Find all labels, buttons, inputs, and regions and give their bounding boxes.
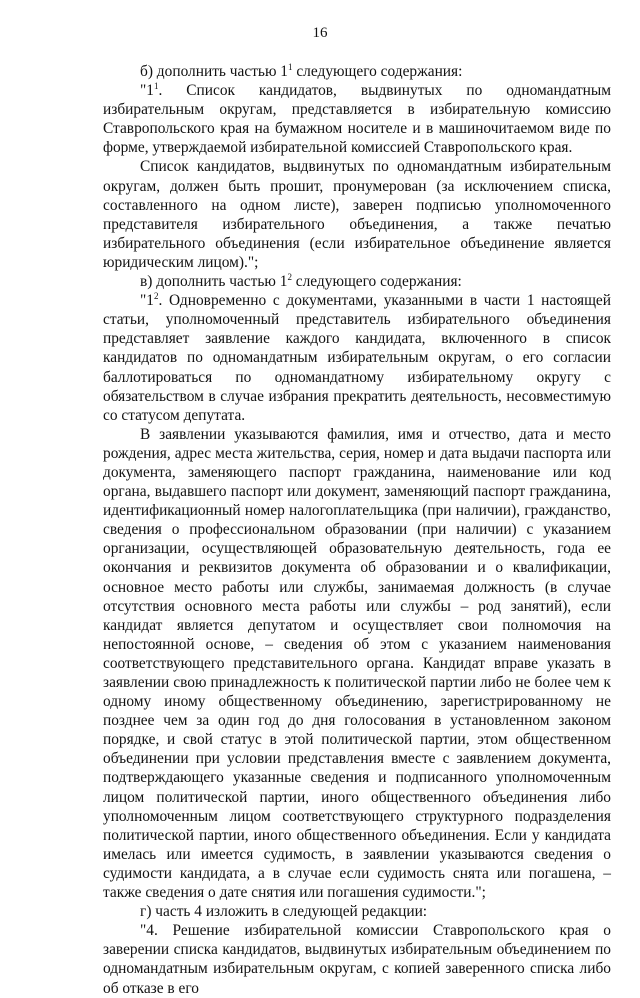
superscript: 1	[153, 81, 159, 92]
paragraph-text: "1	[140, 292, 154, 310]
paragraph-text: в) дополнить частью 1	[140, 273, 288, 291]
superscript: 2	[153, 291, 159, 302]
paragraph-text: . Одновременно с документами, указанными в части 1 настоящей статьи, уполномоченный представитель избирательного объединения представляет заявление каждого кандидата, включенного в список кандидатов по одномандатным избирательным округам, о его согласии баллотироваться по одномандатному избирательному округу с обязательством в случае избрания прекратить деятельность, несовместимую со статусом депутата.	[103, 292, 611, 424]
paragraph-text: "4. Решение избирательной комиссии Ставропольского края о заверении списка кандидатов, выдвинутых избирательным объединением по одномандатным избирательным округам, с копией заверенного списка либо об отказе в его	[103, 922, 611, 997]
paragraph-part-1-2	[103, 291, 611, 425]
paragraph-list-requirements	[103, 157, 611, 272]
superscript: 1	[288, 62, 293, 72]
paragraph-text: Список кандидатов, выдвинутых по одномандатным избирательным округам, должен быть прошит, пронумерован (за исключением списка, составленного на одном листе), заверен подписью уполномоченного представителя избирательного объединения, а также печатью избирательного объединения (если избирательное объединение является юридическим лицом).";	[103, 158, 611, 271]
paragraph-part-4	[103, 921, 611, 997]
paragraph-text: следующего содержания:	[291, 273, 462, 291]
paragraph-text: б) дополнить частью 1	[140, 63, 288, 80]
superscript: 2	[287, 272, 292, 283]
paragraph-text: г) часть 4 изложить в следующей редакции:	[140, 903, 428, 921]
paragraph-item-b	[103, 62, 611, 81]
document-body	[103, 62, 611, 998]
paragraph-application-contents	[103, 425, 611, 902]
paragraph-part-1-1	[103, 81, 611, 157]
paragraph-item-v	[103, 272, 611, 291]
paragraph-text: . Список кандидатов, выдвинутых по одномандатным избирательным округам, представляется в избирательную комиссию Ставропольского края на бумажном носителе и в машиночитаемом виде по форме, утверждаемой избирательной комиссией Ставропольского края.	[103, 82, 611, 157]
paragraph-text: следующего содержания:	[292, 63, 463, 80]
paragraph-text: В заявлении указываются фамилия, имя и отчество, дата и место рождения, адрес места жительства, серия, номер и дата выдачи паспорта или документа, заменяющего паспорт гражданина, наименование или код органа, выдавшего паспорт или документ, заменяющий паспорт гражданина, идентификационный номер налогоплательщика (при наличии), гражданство, сведения о профессиональном образовании (при наличии) с указанием организации, осуществляющей образовательную деятельность, года ее окончания и реквизитов документа об образовании и о квалификации, основное место работы или службы, занимаемая должность (в случае отсутствия основного места работы или службы – род занятий), если кандидат является депутатом и осуществляет свои полномочия на непостоянной основе, – сведения об этом с указанием наименования соответствующего представительного органа. Кандидат вправе указать в заявлении свою принадлежность к политической партии либо не более чем к одному иному общественному объединению, зарегистрированному не позднее чем за один год до дня голосования в установленном законом порядке, и свой статус в этой политической партии, этом общественном объединении при условии представления вместе с заявлением документа, подтверждающего указанные сведения и подписанного уполномоченным лицом политической партии, иного общественного объединения либо уполномоченным лицом соответствующего структурного подразделения политической партии, иного общественного объединения. Если у кандидата имелась или имеется судимость, в заявлении указываются сведения о судимости кандидата, а в случае если судимость снята или погашена, – также сведения о дате снятия или погашения судимости.";	[103, 425, 611, 902]
paragraph-text: "1	[140, 82, 154, 100]
page-number: 16	[312, 25, 328, 41]
